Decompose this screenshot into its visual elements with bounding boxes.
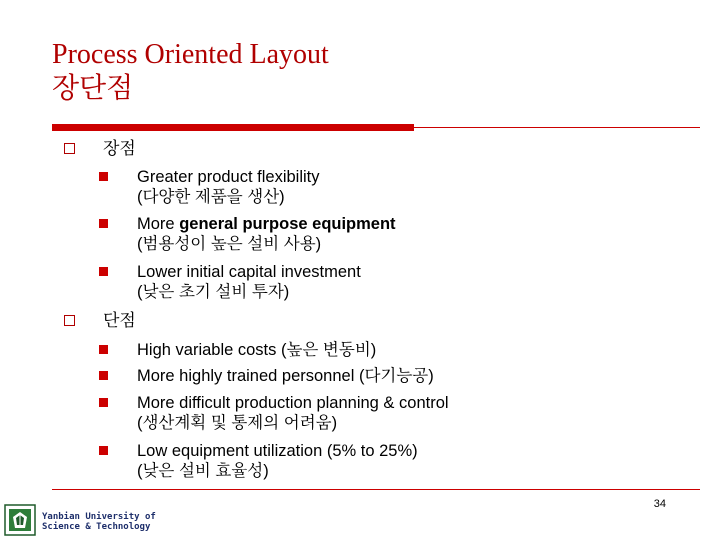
list-item-subtext: (낮은 초기 설비 투자) bbox=[137, 283, 290, 301]
list-item-text: High variable costs (높은 변동비) bbox=[137, 341, 377, 359]
university-logo bbox=[4, 502, 176, 538]
filled-square-bullet-icon bbox=[99, 172, 108, 181]
filled-square-bullet-icon bbox=[99, 267, 108, 276]
page-number: 34 bbox=[653, 498, 666, 510]
list-item-text: Greater product flexibility bbox=[137, 168, 320, 186]
filled-square-bullet-icon bbox=[99, 371, 108, 380]
slide-title-line1: Process Oriented Layout bbox=[52, 39, 329, 70]
hollow-square-bullet-icon bbox=[64, 315, 75, 326]
filled-square-bullet-icon bbox=[99, 345, 108, 354]
section-heading-disadvantages bbox=[64, 310, 136, 332]
list-item-text: Low equipment utilization (5% to 25%) bbox=[137, 442, 418, 460]
list-item-text bbox=[137, 214, 396, 234]
list-item-text-bold: general purpose equipment bbox=[179, 215, 396, 233]
list-item-subtext: (범용성이 높은 설비 사용) bbox=[137, 235, 322, 253]
list-item-text-pre: More bbox=[137, 215, 180, 233]
section-heading-label: 장점 bbox=[103, 139, 136, 159]
list-item-text: Lower initial capital investment bbox=[137, 263, 361, 281]
list-item-subtext: (생산계획 및 통제의 어려움) bbox=[137, 414, 338, 432]
university-name bbox=[42, 512, 156, 532]
filled-square-bullet-icon bbox=[99, 398, 108, 407]
hollow-square-bullet-icon bbox=[64, 143, 75, 154]
university-seal-icon bbox=[4, 504, 36, 536]
filled-square-bullet-icon bbox=[99, 446, 108, 455]
list-item-subtext: (낮은 설비 효율성) bbox=[137, 462, 269, 480]
list-item-text: More difficult production planning & control bbox=[137, 394, 449, 412]
filled-square-bullet-icon bbox=[99, 219, 108, 228]
section-heading-advantages bbox=[64, 138, 136, 160]
list-item-subtext: (다양한 제품을 생산) bbox=[137, 188, 285, 206]
university-name-line1: Yanbian University of bbox=[42, 512, 156, 522]
list-item-text: More highly trained personnel (다기능공) bbox=[137, 367, 434, 385]
slide-title-line2: 장단점 bbox=[52, 73, 134, 104]
section-heading-label: 단점 bbox=[103, 311, 136, 331]
footer-divider bbox=[52, 489, 700, 490]
university-name-line2: Science & Technology bbox=[42, 522, 151, 532]
